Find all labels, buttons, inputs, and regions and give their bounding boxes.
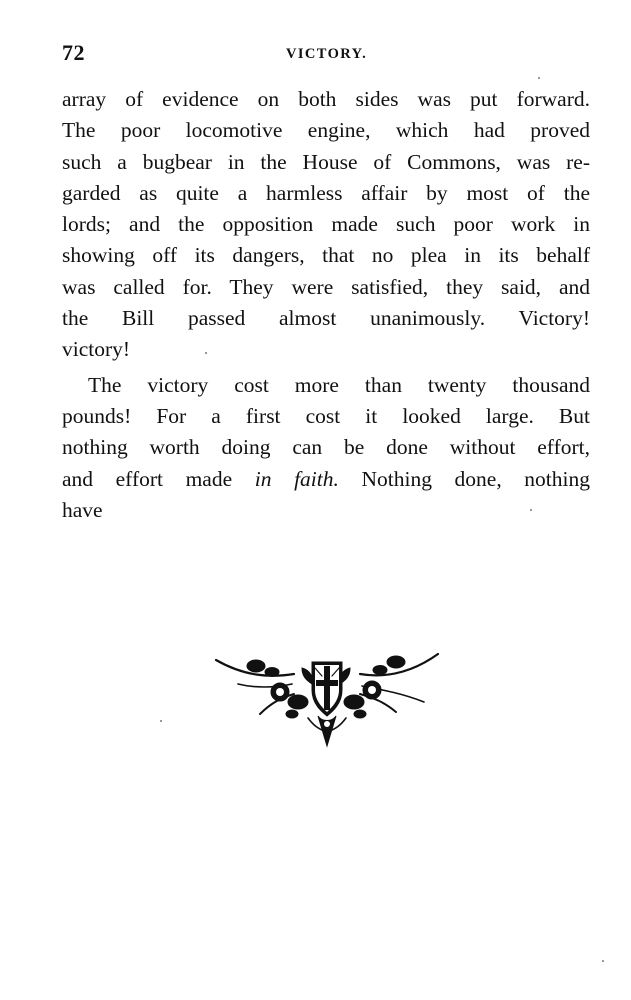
page-number: 72 bbox=[62, 40, 85, 65]
body-text bbox=[62, 84, 590, 530]
italic-phrase: in faith. bbox=[254, 466, 339, 491]
paragraph-1 bbox=[62, 84, 590, 366]
text-line: such a bugbear in the House of Commons, was re- bbox=[62, 149, 590, 174]
paper-speck bbox=[602, 960, 604, 962]
text-line: showing off its dangers, that no plea in its behalf bbox=[62, 243, 590, 268]
text-line: garded as quite a harmless affair by most of the bbox=[62, 180, 590, 205]
text-line: array of evidence on both sides was put forward. bbox=[62, 87, 590, 111]
running-head bbox=[62, 40, 590, 70]
text-line: lords; and the opposition made such poor work in bbox=[62, 212, 590, 237]
text-line: was called for. They were satisfied, they said, and bbox=[62, 274, 590, 299]
text-line-with-italic bbox=[62, 464, 590, 495]
text-segment: Nothing done, nothing bbox=[338, 466, 590, 491]
text-line: nothing worth doing can be done without effort, bbox=[62, 435, 590, 460]
paper-speck bbox=[205, 352, 207, 354]
paper-speck bbox=[530, 509, 532, 511]
text-segment: and effort made bbox=[62, 466, 255, 491]
paragraph-2 bbox=[62, 370, 590, 526]
text-line: victory! bbox=[62, 337, 131, 362]
paper-speck bbox=[538, 77, 540, 79]
text-line: have bbox=[62, 497, 103, 522]
paper-speck bbox=[160, 720, 162, 722]
floral-cross-tailpiece-icon bbox=[214, 648, 440, 748]
text-line: The poor locomotive engine, which had proved bbox=[62, 118, 590, 143]
text-line: The victory cost more than twenty thousand bbox=[88, 372, 590, 397]
text-line: the Bill passed almost unanimously. Victory! bbox=[62, 306, 590, 331]
running-title: VICTORY. bbox=[286, 46, 368, 62]
text-line: pounds! For a first cost it looked large. But bbox=[62, 403, 590, 428]
